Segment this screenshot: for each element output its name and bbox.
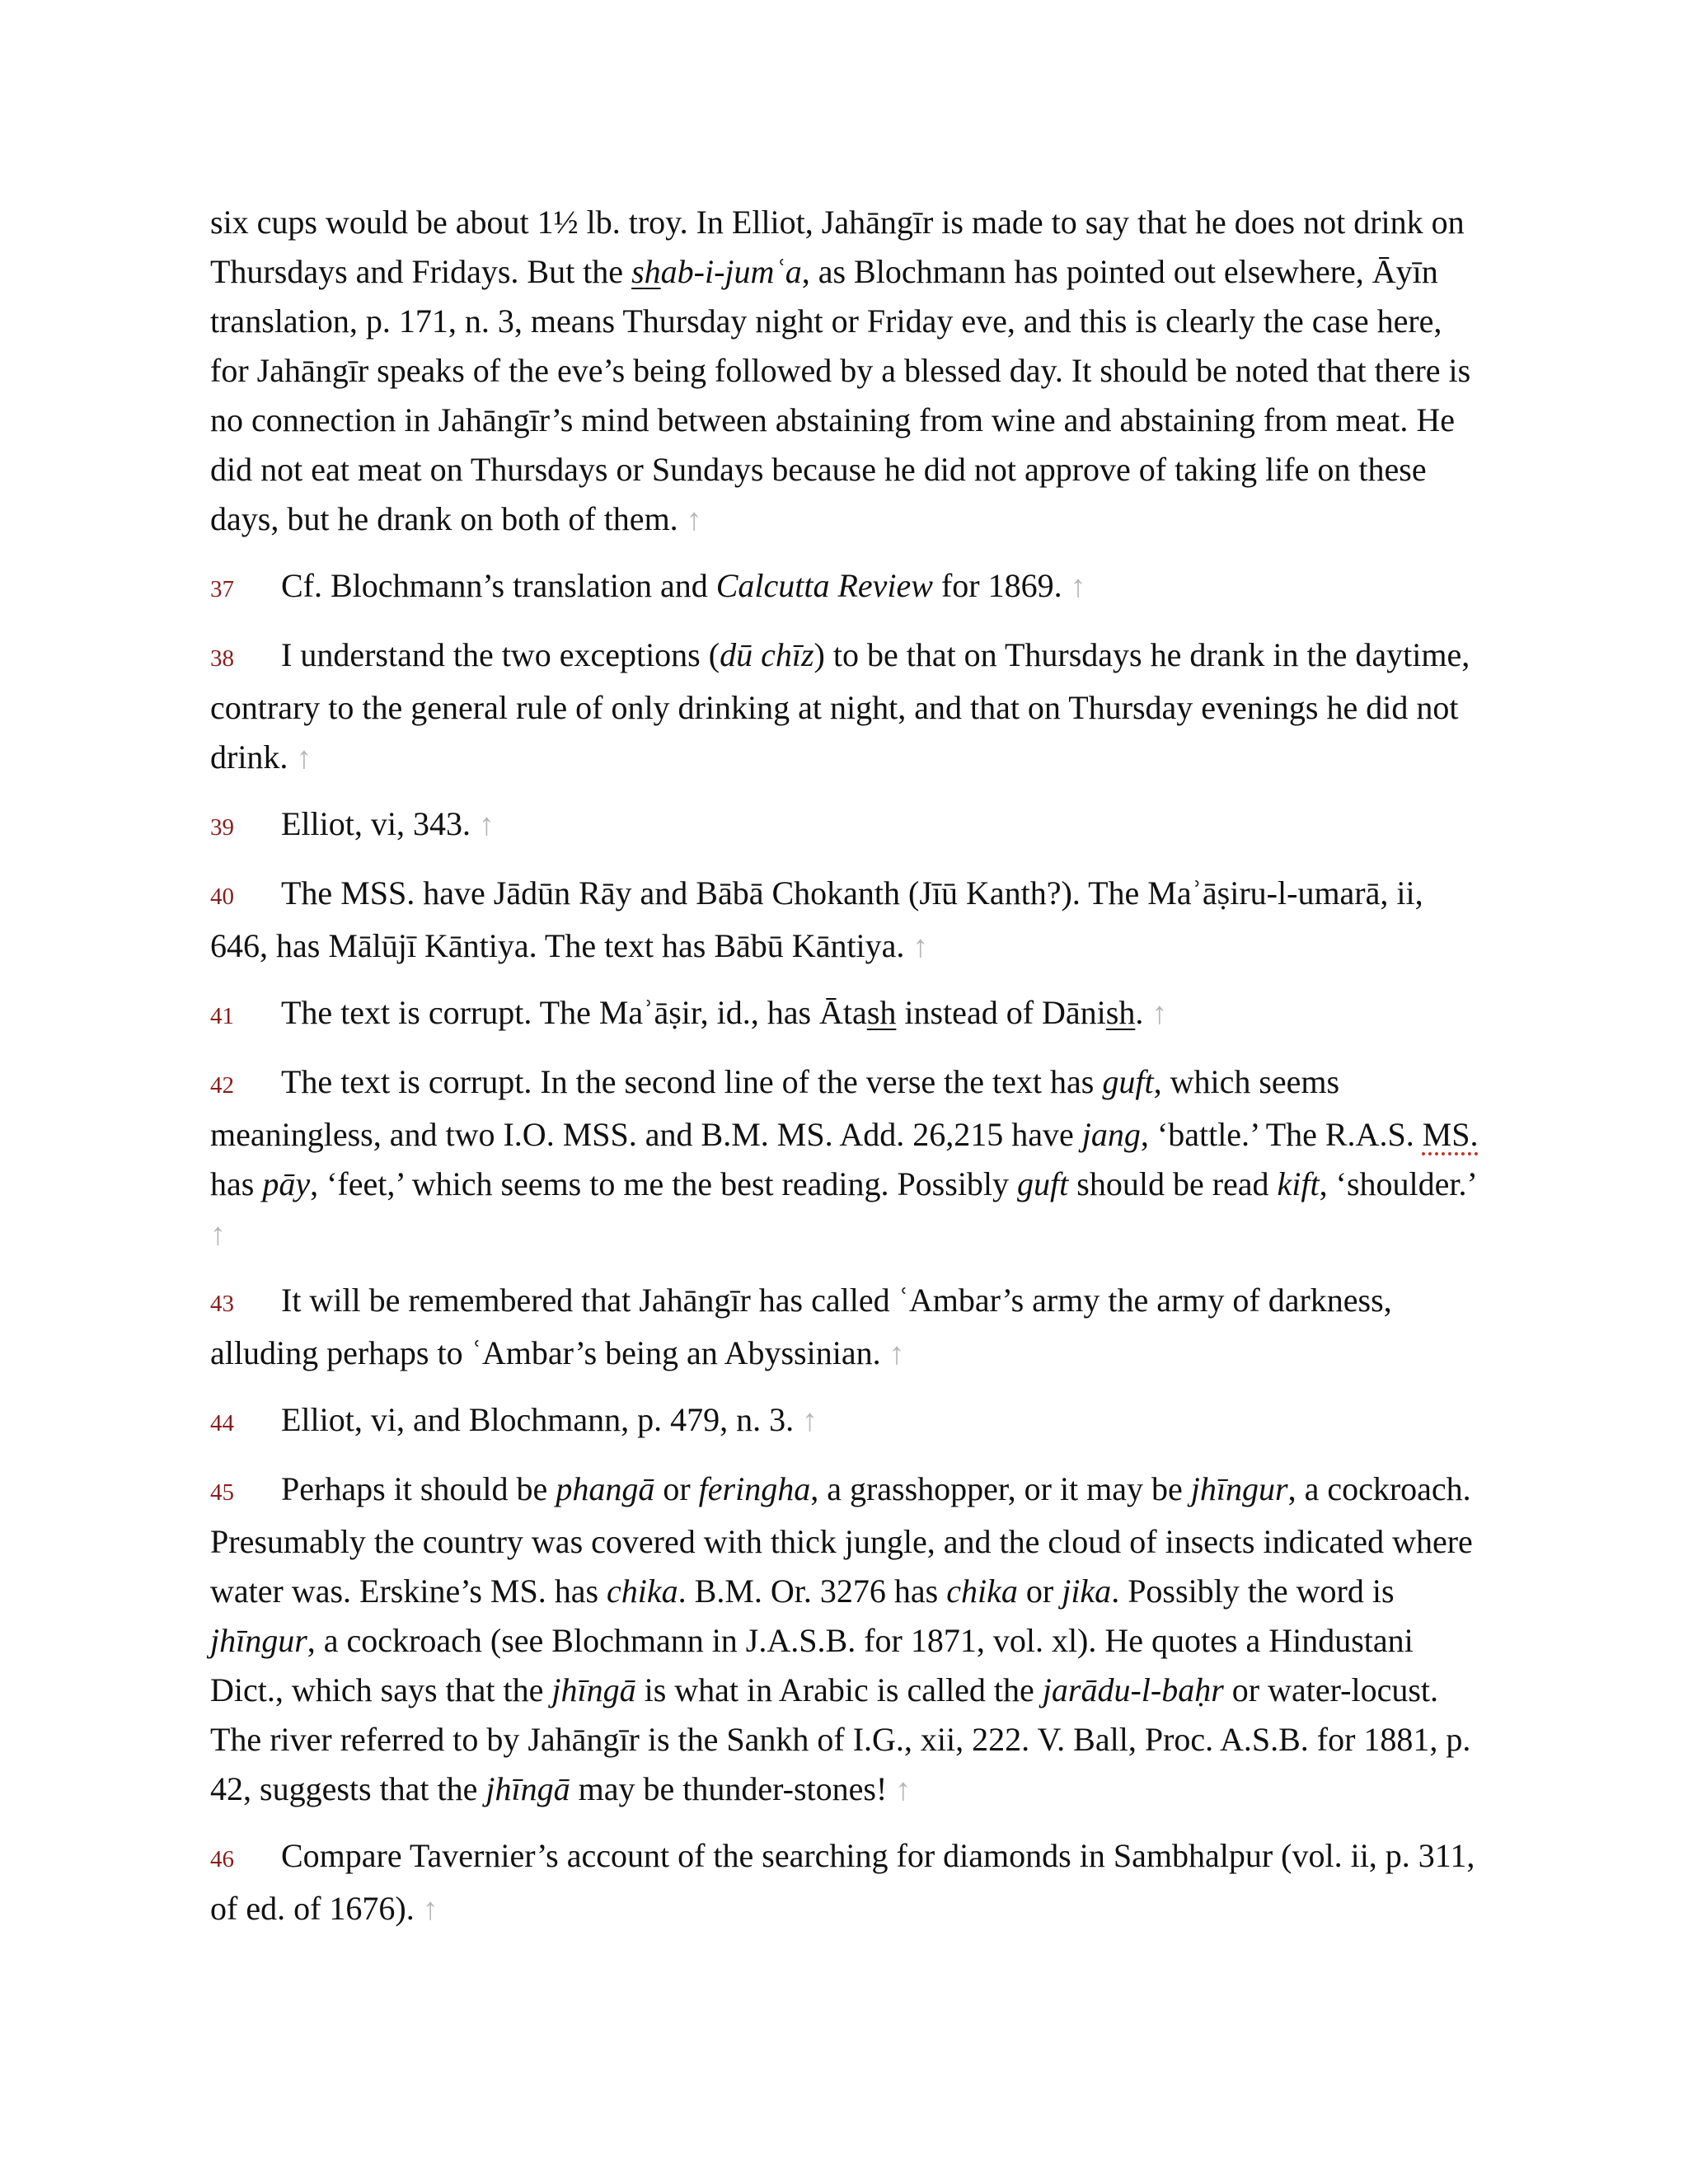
footnote-44: 44 Elliot, vi, and Blochmann, p. 479, n. 3. ↑ <box>210 1395 1479 1448</box>
footnote-46: 46 Compare Tavernier’s account of the searching for diamonds in Sambhalpur (vol. ii, p. 311, of ed. of 1676). ↑ <box>210 1831 1479 1934</box>
footnote-number: 41 <box>210 1003 234 1029</box>
back-link[interactable]: ↑ <box>479 808 495 842</box>
spelling-marked-word: MS. <box>1422 1116 1479 1153</box>
back-link[interactable]: ↑ <box>912 930 929 964</box>
footnotes-page <box>210 198 1479 1951</box>
back-link[interactable]: ↑ <box>802 1404 818 1438</box>
footnote-43: 43 It will be remembered that Jahāngīr has called ʿAmbar’s army the army of darkness, alluding perhaps to ʿAmbar’s being an Abyssinian. ↑ <box>210 1276 1479 1379</box>
footnote-37: 37 Cf. Blochmann’s translation and Calcutta Review for 1869. ↑ <box>210 561 1479 614</box>
footnote-number: 37 <box>210 576 234 602</box>
footnote-38: 38 I understand the two exceptions (dū chīz) to be that on Thursdays he drank in the daytime, contrary to the general rule of only drinking at night, and that on Thursday evenings he did not drink. ↑ <box>210 630 1479 783</box>
footnote-45: 45 Perhaps it should be phangā or feringha, a grasshopper, or it may be jhīngur, a cockroach. Presumably the country was covered with thick jungle, and the cloud of insects indicated where water was. Erskine’s MS. has chika. B.M. Or. 3276 has chika or jika. Possibly the word is jhīngur, a cockroach (see Blochmann in J.A.S.B. for 1871, vol. xl). He quotes a Hindustani Dict., which says that the jhīngā is what in Arabic is called the jarādu-l-baḥr or water-locust. The river referred to by Jahāngīr is the Sankh of I.G., xii, 222. V. Ball, Proc. A.S.B. for 1881, p. 42, suggests that the jhīngā may be thunder-stones! ↑ <box>210 1465 1479 1815</box>
footnote-39: 39 Elliot, vi, 343. ↑ <box>210 799 1479 852</box>
back-link[interactable]: ↑ <box>895 1773 912 1807</box>
back-link[interactable]: ↑ <box>889 1337 905 1371</box>
footnote-number: 44 <box>210 1410 234 1436</box>
footnote-number: 43 <box>210 1291 234 1317</box>
footnote-number: 39 <box>210 814 234 841</box>
footnote-number: 38 <box>210 645 234 672</box>
footnote-continuation: six cups would be about 1½ lb. troy. In Elliot, Jahāngīr is made to say that he does not drink on Thursdays and Fridays. But the shab-i-jumʿa, as Blochmann has pointed out elsewhere, Āyīn translation, p. 171, n. 3, means Thursday night or Friday eve, and this is clearly the case here, for Jahāngīr speaks of the eve’s being followed by a blessed day. It should be noted that there is no connection in Jahāngīr’s mind between abstaining from wine and abstaining from meat. He did not eat meat on Thursdays or Sundays because he did not approve of taking life on these days, but he drank on both of them. ↑ <box>210 204 1471 537</box>
back-link[interactable]: ↑ <box>422 1892 438 1927</box>
back-link[interactable]: ↑ <box>296 741 312 776</box>
footnote-number: 40 <box>210 883 234 910</box>
footnote-41: 41 The text is corrupt. The Maʾāṣir, id., has Ātash instead of Dānish. ↑ <box>210 988 1479 1041</box>
footnote-40: 40 The MSS. have Jādūn Rāy and Bābā Chokanth (Jīū Kanth?). The Maʾāṣiru-l-umarā, ii, 646, has Mālūjī Kāntiya. The text has Bābū Kāntiya. ↑ <box>210 869 1479 972</box>
footnote-number: 42 <box>210 1072 234 1099</box>
footnote-number: 46 <box>210 1846 234 1872</box>
back-link[interactable]: ↑ <box>1070 569 1086 604</box>
back-link[interactable]: ↑ <box>210 1217 226 1252</box>
back-link[interactable]: ↑ <box>1151 996 1168 1031</box>
back-link[interactable]: ↑ <box>686 503 702 537</box>
footnote-number: 45 <box>210 1479 234 1506</box>
footnote-42: 42 The text is corrupt. In the second line of the verse the text has guft, which seems meaningless, and two I.O. MSS. and B.M. MS. Add. 26,215 have jang, ‘battle.’ The R.A.S. MS. has pāy, ‘feet,’ which seems to me the best reading. Possibly guft should be read kift, ‘shoulder.’ ↑ <box>210 1057 1479 1259</box>
